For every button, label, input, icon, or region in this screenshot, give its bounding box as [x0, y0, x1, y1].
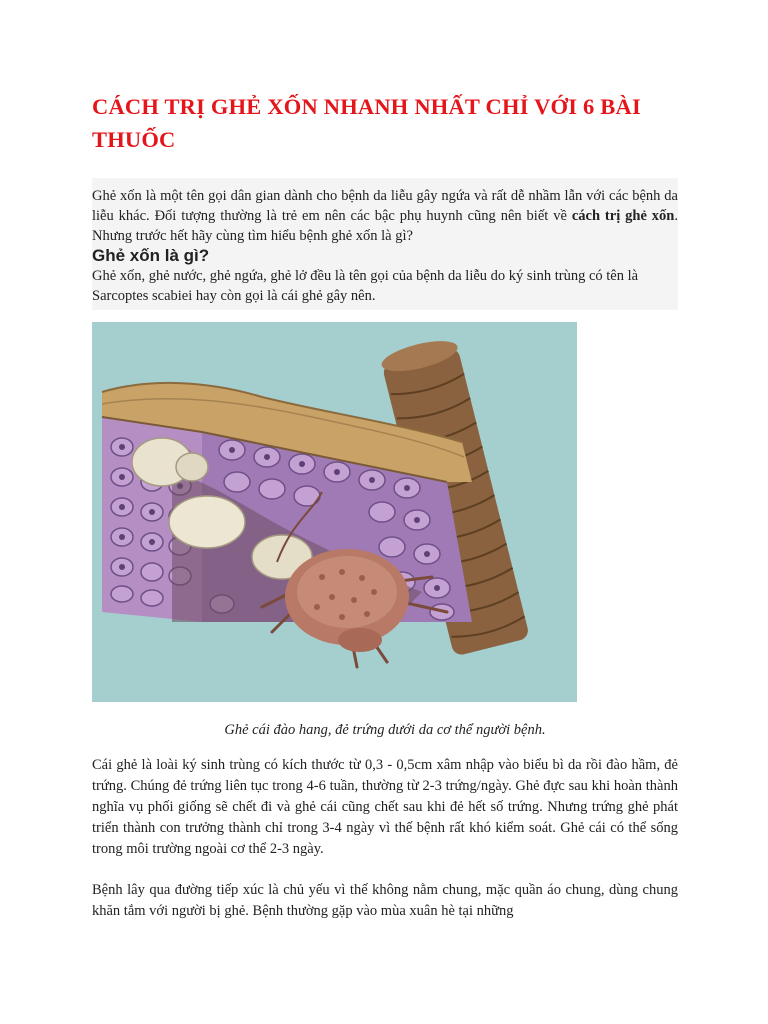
- intro-keyword-link[interactable]: cách trị ghẻ xốn: [571, 208, 675, 224]
- article-title: CÁCH TRỊ GHẺ XỐN NHANH NHẤT CHỈ VỚI 6 BÀI THUỐC: [92, 94, 641, 152]
- article-image: [92, 322, 577, 702]
- intro-block: [92, 178, 678, 310]
- definition-paragraph: Ghẻ xốn, ghẻ nước, ghẻ ngứa, ghẻ lở đều là tên gọi của bệnh da liễu do ký sinh trùng có tên là Sarcoptes scabiei hay còn gọi là cái ghẻ gây nên.: [92, 268, 639, 304]
- intro-text-before: Ghẻ xốn là một tên gọi dân gian dành cho bệnh da liễu gây ngứa và rất dễ nhầm lẫn với các bệnh da liễu khác. Đối tượng thường là trẻ em nên các bậc phụ huynh cũng nên biết về: [92, 188, 678, 224]
- article-body: [92, 90, 678, 922]
- section-heading: Ghẻ xốn là gì?: [92, 246, 210, 265]
- body-paragraph-1: Cái ghẻ là loài ký sinh trùng có kích thước từ 0,3 - 0,5cm xâm nhập vào biểu bì da rồi đào hầm, đẻ trứng. Chúng đẻ trứng liên tục trong 4-6 tuần, thường từ 2-3 trứng/ngày. Ghẻ đực sau khi hoàn thành nghĩa vụ phối giống sẽ chết đi và ghẻ cái cũng chết sau khi đẻ hết số trứng. Nhưng trứng ghẻ phát triển thành con trưởng thành chỉ trong 3-4 ngày vì thế bệnh rất khó kiểm soát. Ghẻ cái có thể sống trong môi trường ngoài cơ thể 2-3 ngày.: [92, 756, 678, 857]
- intro-paragraph: [92, 178, 678, 246]
- body-paragraph-2: Bệnh lây qua đường tiếp xúc là chủ yếu vì thế không nằm chung, mặc quần áo chung, dùng chung khăn tắm với người bị ghẻ. Bệnh thường gặp vào mùa xuân hè tại những: [92, 881, 678, 919]
- intro-text-after: . Nhưng trước hết hãy cùng tìm hiểu bệnh ghẻ xốn là gì?: [92, 208, 678, 244]
- scabies-mite-skin-illustration-icon: [92, 322, 577, 702]
- image-caption: Ghẻ cái đào hang, đẻ trứng dưới da cơ thể người bệnh.: [224, 722, 546, 738]
